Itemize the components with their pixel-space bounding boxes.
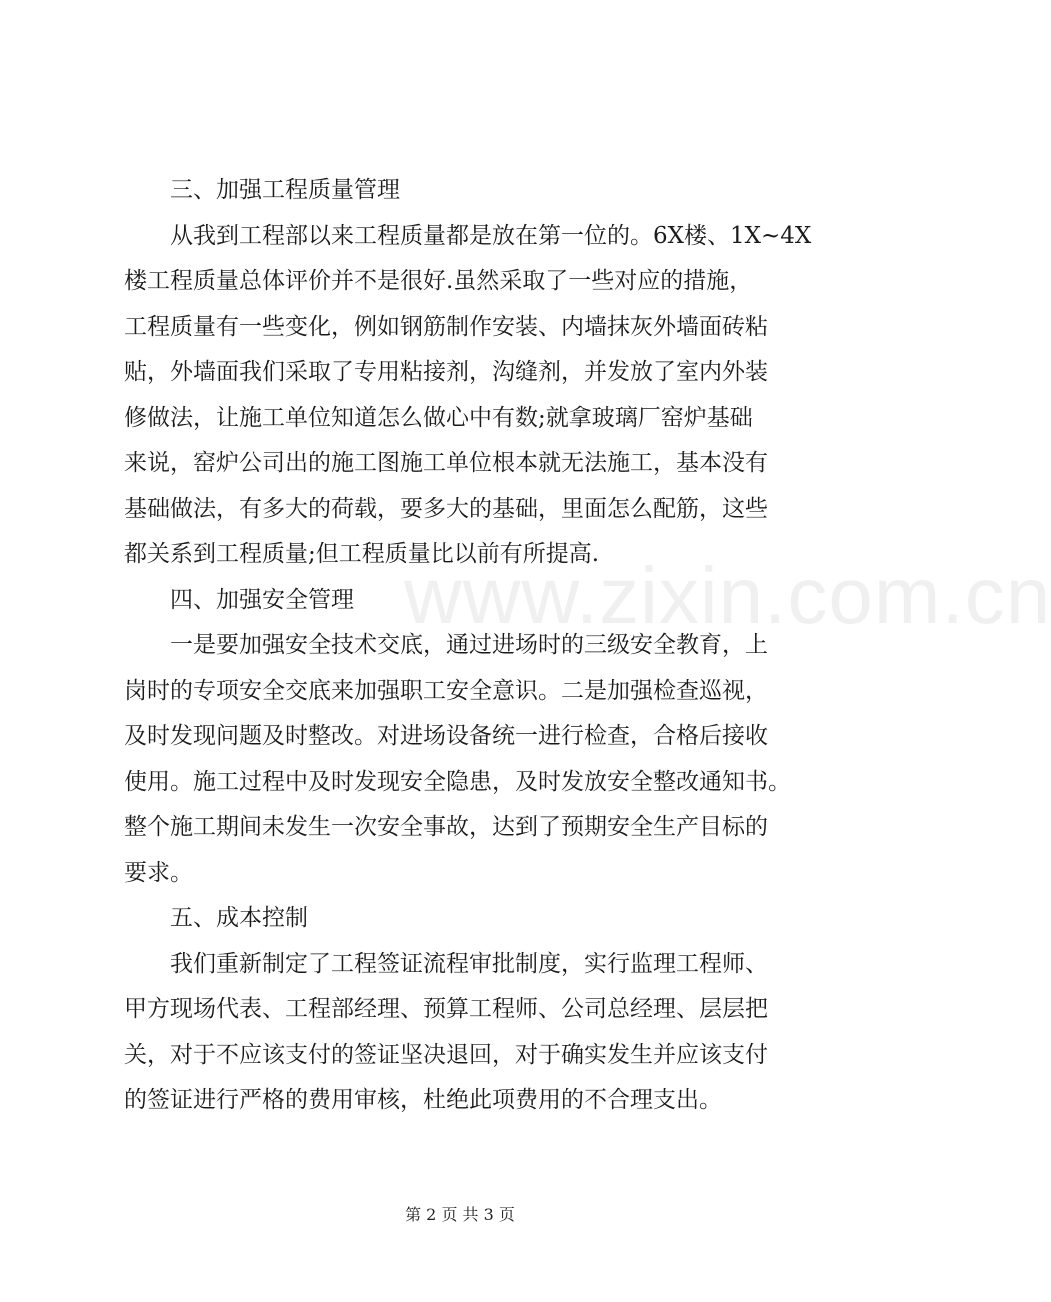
- text-line: 整个施工期间未发生一次安全事故，达到了预期安全生产目标的: [124, 814, 768, 840]
- text-line: 贴，外墙面我们采取了专用粘接剂，沟缝剂，并发放了室内外装: [124, 359, 768, 385]
- text-line: 楼工程质量总体评价并不是很好.虽然采取了一些对应的措施，: [124, 268, 753, 294]
- text-line: 都关系到工程质量;但工程质量比以前有所提高.: [124, 541, 600, 567]
- text-line: 四、加强安全管理: [170, 586, 354, 613]
- text-line: 基础做法，有多大的荷载，要多大的基础，里面怎么配筋，这些: [124, 495, 768, 522]
- text-line: 五、成本控制: [170, 905, 308, 931]
- text-line: 从我到工程部以来工程质量都是放在第一位的。6X楼、1X~4X: [170, 222, 812, 249]
- text-line: 工程质量有一些变化，例如钢筋制作安装、内墙抹灰外墙面砖粘: [124, 313, 768, 340]
- text-line: 三、加强工程质量管理: [170, 177, 400, 203]
- text-line: 来说，窑炉公司出的施工图施工单位根本就无法施工，基本没有: [124, 450, 768, 476]
- text-line: 岗时的专项安全交底来加强职工安全意识。二是加强检查巡视，: [124, 677, 768, 704]
- text-line: 关，对于不应该支付的签证坚决退回，对于确实发生并应该支付: [124, 1041, 768, 1068]
- text-line: 要求。: [124, 859, 193, 886]
- text-line: 我们重新制定了工程签证流程审批制度，实行监理工程师、: [170, 950, 768, 977]
- watermark: www.zixin.com.cn: [404, 551, 1051, 640]
- document-body: [124, 168, 812, 1124]
- text-line: 修做法，让施工单位知道怎么做心中有数;就拿玻璃厂窑炉基础: [124, 404, 753, 431]
- text-line: 的签证进行严格的费用审核，杜绝此项费用的不合理支出。: [124, 1087, 722, 1113]
- page-footer: 第 2 页 共 3 页: [405, 1205, 515, 1224]
- text-line: 及时发现问题及时整改。对进场设备统一进行检查，合格后接收: [124, 723, 768, 749]
- text-line: 甲方现场代表、工程部经理、预算工程师、公司总经理、层层把: [124, 996, 768, 1022]
- text-line: 一是要加强安全技术交底，通过进场时的三级安全教育，上: [170, 632, 768, 658]
- text-line: 使用。施工过程中及时发现安全隐患，及时发放安全整改通知书。: [124, 768, 791, 795]
